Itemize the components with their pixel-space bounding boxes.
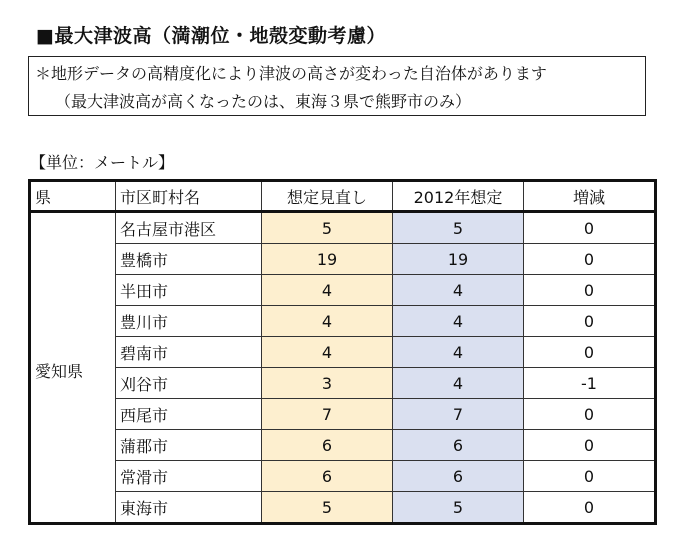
prefecture-cell: 愛知県 [30, 212, 116, 524]
table-row [30, 492, 656, 524]
municipality-cell: 豊川市 [116, 306, 262, 337]
change-cell: 0 [524, 212, 656, 244]
y2012-cell: 7 [393, 399, 524, 430]
change-cell: 0 [524, 492, 656, 524]
y2012-cell: 4 [393, 275, 524, 306]
y2012-cell: 6 [393, 430, 524, 461]
revised-cell: 6 [262, 461, 393, 492]
change-cell: 0 [524, 306, 656, 337]
municipality-cell: 刈谷市 [116, 368, 262, 399]
note-line-2: （最大津波高が高くなったのは、東海３県で熊野市のみ） [55, 92, 472, 111]
municipality-cell: 西尾市 [116, 399, 262, 430]
change-cell: 0 [524, 399, 656, 430]
header-2012: 2012年想定 [393, 181, 524, 212]
change-cell: 0 [524, 244, 656, 275]
change-cell: 0 [524, 461, 656, 492]
header-revised: 想定見直し [262, 181, 393, 212]
revised-cell: 19 [262, 244, 393, 275]
municipality-cell: 名古屋市港区 [116, 212, 262, 244]
municipality-cell: 半田市 [116, 275, 262, 306]
table-row [30, 368, 656, 399]
table-row [30, 430, 656, 461]
revised-cell: 6 [262, 430, 393, 461]
header-change: 増減 [524, 181, 656, 212]
table-row [30, 212, 656, 244]
page-title: ■最大津波高（満潮位・地殻変動考慮） [36, 25, 386, 47]
y2012-cell: 5 [393, 492, 524, 524]
table-header-row [30, 181, 656, 212]
municipality-cell: 常滑市 [116, 461, 262, 492]
table-row [30, 399, 656, 430]
table-row [30, 244, 656, 275]
municipality-cell: 蒲郡市 [116, 430, 262, 461]
revised-cell: 4 [262, 275, 393, 306]
y2012-cell: 4 [393, 306, 524, 337]
revised-cell: 4 [262, 306, 393, 337]
revised-cell: 3 [262, 368, 393, 399]
y2012-cell: 19 [393, 244, 524, 275]
header-municipality: 市区町村名 [116, 181, 262, 212]
note-box [28, 56, 646, 116]
header-prefecture: 県 [30, 181, 116, 212]
revised-cell: 5 [262, 212, 393, 244]
y2012-cell: 5 [393, 212, 524, 244]
revised-cell: 7 [262, 399, 393, 430]
municipality-cell: 碧南市 [116, 337, 262, 368]
unit-label: 【単位：メートル】 [30, 153, 175, 172]
municipality-cell: 東海市 [116, 492, 262, 524]
y2012-cell: 6 [393, 461, 524, 492]
y2012-cell: 4 [393, 337, 524, 368]
table-row [30, 306, 656, 337]
change-cell: -1 [524, 368, 656, 399]
change-cell: 0 [524, 275, 656, 306]
revised-cell: 4 [262, 337, 393, 368]
change-cell: 0 [524, 337, 656, 368]
table-row [30, 461, 656, 492]
table-row [30, 275, 656, 306]
municipality-cell: 豊橋市 [116, 244, 262, 275]
y2012-cell: 4 [393, 368, 524, 399]
note-line-1: ＊地形データの高精度化により津波の高さが変わった自治体があります [35, 64, 547, 83]
revised-cell: 5 [262, 492, 393, 524]
tsunami-height-table [28, 179, 657, 525]
change-cell: 0 [524, 430, 656, 461]
table-row [30, 337, 656, 368]
